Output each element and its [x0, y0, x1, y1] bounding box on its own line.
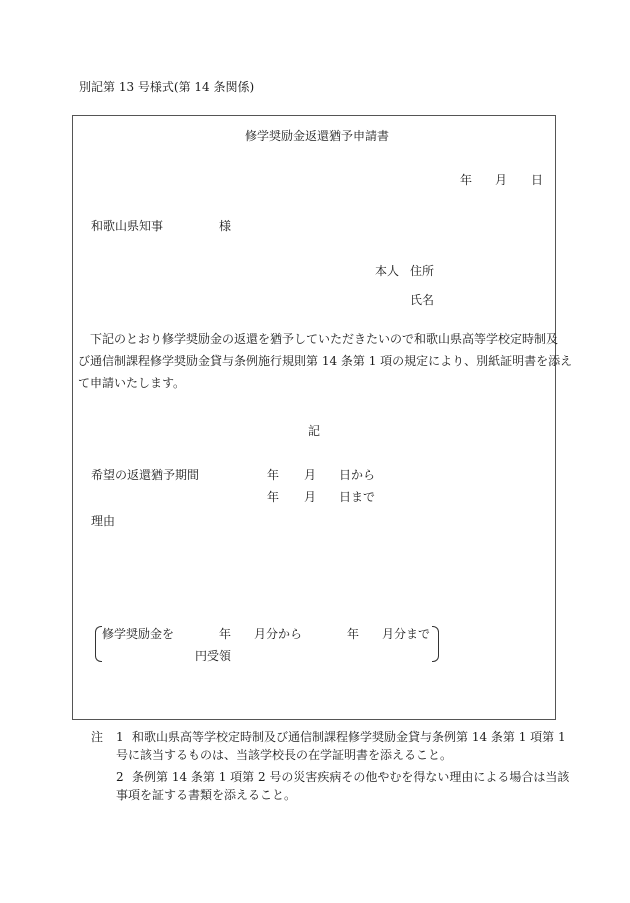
applicant-self-label: 本人: [375, 264, 400, 278]
date-year: 年: [460, 173, 473, 187]
period-from-day: 日から: [339, 468, 376, 482]
reason-label: 理由: [91, 514, 116, 528]
left-bracket: [95, 626, 102, 662]
request-body-line: び通信制課程修学奨励金貸与条例施行規則第 14 条第 1 項の規定により、別紙証明書を添え: [78, 354, 573, 368]
note-1-line-2: 号に該当するものは、当該学校長の在学証明書を添えること。: [116, 748, 453, 762]
receipt-year-2: 年: [347, 627, 360, 641]
period-from-year: 年: [267, 468, 280, 482]
period-from-month: 月: [304, 468, 317, 482]
notes-prefix: 注: [91, 730, 104, 744]
note-1-number: 1: [116, 730, 124, 744]
period-to-day: 日まで: [339, 490, 376, 504]
addressee-name: 和歌山県知事: [91, 219, 164, 233]
applicant-name-label: 氏名: [410, 293, 435, 307]
right-bracket: [432, 626, 439, 662]
receipt-label: 修学奨励金を: [102, 627, 175, 641]
note-2-number: 2: [116, 770, 124, 784]
date-month: 月: [495, 173, 508, 187]
addressee-honorific: 様: [219, 219, 232, 233]
receipt-to: 月分まで: [382, 627, 431, 641]
receipt-year-1: 年: [219, 627, 232, 641]
ki-heading: 記: [308, 424, 321, 438]
note-1-line-1: 和歌山県高等学校定時制及び通信制課程修学奨励金貸与条例第 14 条第 1 項第 1: [132, 730, 566, 744]
period-to-month: 月: [304, 490, 317, 504]
period-to-year: 年: [267, 490, 280, 504]
receipt-amount: 円受領: [195, 649, 232, 663]
date-day: 日: [531, 173, 544, 187]
applicant-address-label: 住所: [410, 264, 435, 278]
period-label: 希望の返還猶予期間: [91, 468, 200, 482]
request-body: [78, 328, 573, 394]
form-title: 修学奨励金返還猶予申請書: [245, 129, 390, 143]
form-number-label: 別記第 13 号様式(第 14 条関係): [79, 80, 255, 94]
request-body-line: 下記のとおり修学奨励金の返還を猶予していただきたいので和歌山県高等学校定時制及: [90, 332, 559, 346]
note-2-line-1: 条例第 14 条第 1 項第 2 号の災害疾病その他やむを得ない理由による場合は当該: [132, 770, 570, 784]
note-2-line-2: 事項を証する書類を添えること。: [116, 788, 297, 802]
receipt-from: 月分から: [254, 627, 303, 641]
request-body-line: て申請いたします。: [78, 376, 186, 390]
